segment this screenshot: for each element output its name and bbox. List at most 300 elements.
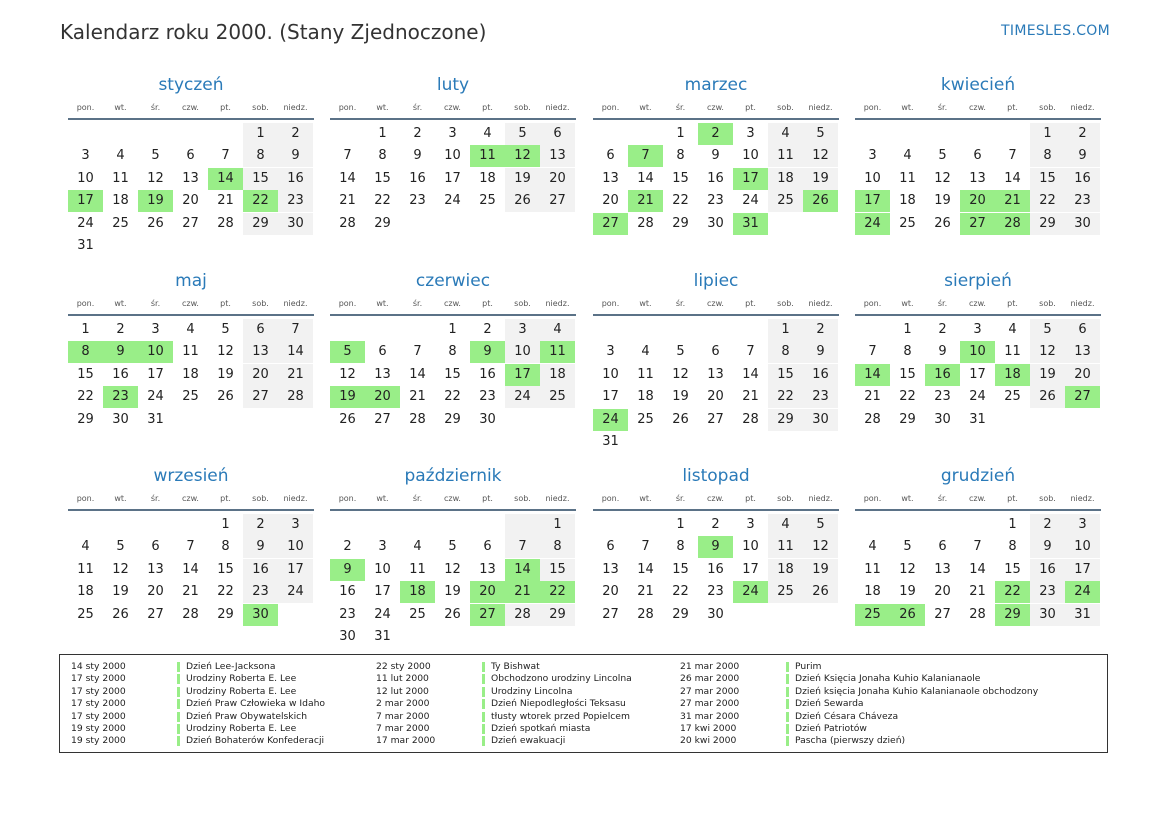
weekday-label: pon.	[76, 103, 95, 112]
week-row	[855, 341, 1101, 363]
weekday-label: czw.	[444, 103, 461, 112]
weekday-label: pt.	[745, 299, 756, 308]
day-cell: 10	[742, 539, 759, 555]
week-row	[68, 319, 314, 341]
day-cell: 6	[540, 123, 575, 145]
day-cell: 25	[899, 215, 916, 231]
day-cell: 15	[672, 561, 689, 577]
legend-item	[376, 735, 632, 747]
day-cell-empty	[278, 235, 313, 257]
weekday-label: sob.	[252, 494, 269, 503]
weekday-label: sob.	[514, 299, 531, 308]
weekday-label: śr.	[675, 299, 686, 308]
week-row	[855, 319, 1101, 341]
day-cell: 18	[864, 584, 881, 600]
day-cell: 16	[707, 561, 724, 577]
day-cell: 7	[505, 536, 540, 558]
week-row	[330, 145, 576, 167]
day-cell: 1	[243, 123, 278, 145]
day-cell: 13	[602, 170, 619, 186]
week-row	[330, 190, 576, 212]
day-cell: 16	[278, 168, 313, 190]
day-cell: 20	[602, 193, 619, 209]
day-cell: 18	[479, 170, 496, 186]
weekday-header	[330, 297, 576, 316]
week-row	[593, 536, 839, 558]
day-cell-empty	[803, 213, 838, 235]
month-10	[330, 465, 576, 648]
weekday-label: niedz.	[808, 494, 833, 503]
day-cell: 18	[768, 559, 803, 581]
day-cell: 12	[444, 561, 461, 577]
month-9	[68, 465, 314, 626]
holiday-name: Dzień ewakuacji	[491, 735, 566, 747]
day-cell: 9	[413, 148, 422, 164]
day-cell: 24	[733, 581, 768, 603]
day-cell: 1	[221, 517, 230, 532]
day-cell-empty	[540, 213, 575, 235]
day-cell: 13	[602, 561, 619, 577]
week-row	[593, 123, 839, 145]
day-cell: 16	[803, 364, 838, 386]
holiday-date: 21 mar 2000	[680, 661, 740, 672]
month-7	[593, 270, 839, 453]
week-row	[330, 536, 576, 558]
day-cell: 21	[628, 190, 663, 212]
holiday-name: Dzień Praw Obywatelskich	[186, 710, 308, 722]
day-cell: 20	[470, 581, 505, 603]
day-cell: 11	[768, 536, 803, 558]
day-cell: 10	[138, 341, 173, 363]
day-cell-empty	[540, 626, 575, 648]
holiday-date: 22 sty 2000	[376, 661, 431, 672]
week-row	[330, 604, 576, 626]
day-cell: 25	[1004, 389, 1021, 405]
day-cell: 18	[637, 389, 654, 405]
day-cell: 15	[374, 170, 391, 186]
weekday-label: pon.	[863, 103, 882, 112]
week-row	[855, 559, 1101, 581]
day-cell: 30	[934, 411, 951, 427]
day-cell: 19	[217, 366, 234, 382]
day-cell: 7	[186, 539, 195, 555]
week-row	[593, 213, 839, 235]
holiday-marker	[177, 687, 180, 697]
week-row	[593, 409, 839, 431]
day-cell-empty	[173, 514, 208, 536]
day-cell: 28	[742, 411, 759, 427]
holiday-marker	[482, 736, 485, 746]
day-cell: 30	[339, 628, 356, 644]
day-cell-empty	[138, 123, 173, 145]
day-cell: 8	[540, 536, 575, 558]
day-cell-empty	[435, 626, 470, 648]
day-cell: 13	[243, 341, 278, 363]
day-cell-empty	[173, 409, 208, 431]
day-cell: 14	[505, 559, 540, 581]
weekday-header	[593, 492, 839, 511]
day-cell: 24	[77, 215, 94, 231]
day-cell: 2	[1030, 514, 1065, 536]
holiday-date: 19 sty 2000	[71, 735, 126, 747]
holiday-marker	[482, 724, 485, 734]
day-cell-empty	[768, 431, 803, 453]
day-cell-empty	[733, 604, 768, 626]
day-cell: 17	[374, 584, 391, 600]
day-cell-empty	[243, 235, 278, 257]
day-cell: 12	[505, 145, 540, 167]
day-cell-empty	[435, 213, 470, 235]
weekday-label: pon.	[601, 103, 620, 112]
day-cell: 25	[409, 606, 426, 622]
day-cell: 9	[1030, 536, 1065, 558]
day-cell: 31	[969, 411, 986, 427]
day-cell: 18	[400, 581, 435, 603]
day-cell-empty	[138, 235, 173, 257]
weekday-label: wt.	[901, 103, 914, 112]
day-cell: 5	[1030, 319, 1065, 341]
weekday-label: niedz.	[545, 103, 570, 112]
day-cell: 20	[365, 386, 400, 408]
weekday-label: sob.	[777, 494, 794, 503]
day-cell: 14	[969, 561, 986, 577]
day-cell: 9	[103, 341, 138, 363]
day-cell-empty	[698, 319, 733, 341]
day-cell: 11	[540, 341, 575, 363]
brand-link[interactable]: TIMESLES.COM	[1001, 23, 1110, 39]
holiday-name: Dzień Bohaterów Konfederacji	[186, 735, 325, 747]
month-name: luty	[436, 75, 470, 95]
day-cell: 17	[733, 168, 768, 190]
holiday-name: tłusty wtorek przed Popielcem	[491, 710, 630, 722]
day-cell: 5	[151, 148, 160, 164]
weekday-label: czw.	[969, 494, 986, 503]
day-cell: 31	[602, 433, 619, 449]
day-cell: 27	[147, 606, 164, 622]
day-cell-empty	[365, 514, 400, 536]
day-cell: 17	[1065, 559, 1100, 581]
weekday-label: sob.	[777, 103, 794, 112]
day-cell-empty	[400, 319, 435, 341]
week-row	[593, 145, 839, 167]
day-cell: 16	[479, 366, 496, 382]
week-row	[68, 364, 314, 386]
week-row	[68, 123, 314, 145]
day-cell: 8	[676, 539, 685, 555]
legend-item	[71, 735, 325, 747]
week-row	[68, 409, 314, 431]
day-cell: 10	[602, 366, 619, 382]
day-cell: 1	[1008, 517, 1017, 532]
month-11	[593, 465, 839, 626]
day-cell: 27	[602, 606, 619, 622]
legend-item	[680, 661, 1038, 673]
holiday-marker	[786, 712, 789, 722]
week-row	[68, 386, 314, 408]
day-cell: 8	[243, 145, 278, 167]
month-name: czerwiec	[415, 271, 491, 291]
day-cell: 26	[339, 411, 356, 427]
day-cell: 26	[934, 215, 951, 231]
weekday-header	[593, 297, 839, 316]
day-cell: 8	[221, 539, 230, 555]
day-cell: 23	[339, 606, 356, 622]
day-cell: 19	[505, 168, 540, 190]
week-row	[593, 514, 839, 536]
holiday-marker	[786, 724, 789, 734]
month-name: wrzesień	[153, 466, 229, 486]
day-cell: 15	[672, 170, 689, 186]
day-cell: 24	[278, 581, 313, 603]
legend-item	[680, 711, 1038, 723]
day-cell: 6	[1065, 319, 1100, 341]
weekday-label: czw.	[444, 299, 461, 308]
week-row	[855, 604, 1101, 626]
day-cell: 22	[374, 193, 391, 209]
weekday-label: niedz.	[808, 103, 833, 112]
week-row	[855, 213, 1101, 235]
week-row	[68, 145, 314, 167]
day-cell: 31	[147, 411, 164, 427]
day-cell: 7	[278, 319, 313, 341]
day-cell: 13	[934, 561, 951, 577]
holiday-name: Urodziny Lincolna	[491, 685, 573, 697]
holiday-name: Dzień Patriotów	[795, 722, 867, 734]
weekday-header	[68, 297, 314, 316]
holiday-date: 17 sty 2000	[71, 673, 126, 685]
day-cell-empty	[505, 626, 540, 648]
day-cell: 22	[540, 581, 575, 603]
legend-item	[71, 711, 325, 723]
weekday-label: niedz.	[808, 299, 833, 308]
day-cell: 4	[641, 344, 650, 360]
day-cell-empty	[890, 123, 925, 145]
day-cell: 6	[151, 539, 160, 555]
day-cell: 15	[217, 561, 234, 577]
day-cell: 22	[672, 584, 689, 600]
month-8	[855, 270, 1101, 431]
day-cell: 5	[116, 539, 125, 555]
weekday-label: pt.	[745, 103, 756, 112]
day-cell-empty	[540, 409, 575, 431]
day-cell-empty	[138, 514, 173, 536]
holiday-marker	[482, 674, 485, 684]
day-cell: 8	[676, 148, 685, 164]
weekday-label: sob.	[1039, 103, 1056, 112]
day-cell-empty	[628, 123, 663, 145]
month-4	[855, 74, 1101, 235]
week-row	[330, 386, 576, 408]
day-cell: 1	[768, 319, 803, 341]
weekday-label: pt.	[220, 494, 231, 503]
weekday-label: wt.	[901, 299, 914, 308]
week-row	[68, 581, 314, 603]
day-cell: 27	[243, 386, 278, 408]
day-cell: 16	[1030, 559, 1065, 581]
week-row	[593, 604, 839, 626]
holiday-marker	[786, 736, 789, 746]
week-row	[330, 559, 576, 581]
day-cell-empty	[470, 626, 505, 648]
day-cell-empty	[995, 123, 1030, 145]
day-cell: 17	[742, 561, 759, 577]
day-cell-empty	[173, 235, 208, 257]
week-row	[330, 364, 576, 386]
weekday-label: czw.	[707, 299, 724, 308]
day-cell: 26	[217, 389, 234, 405]
day-cell: 10	[505, 341, 540, 363]
day-cell: 30	[243, 604, 278, 626]
day-cell: 3	[378, 539, 387, 555]
day-cell: 29	[672, 215, 689, 231]
weekday-label: wt.	[901, 494, 914, 503]
day-cell: 12	[112, 561, 129, 577]
weekday-label: pt.	[1007, 299, 1018, 308]
day-cell: 23	[278, 190, 313, 212]
month-12	[855, 465, 1101, 626]
day-cell-empty	[855, 319, 890, 341]
month-3	[593, 74, 839, 235]
day-cell: 5	[903, 539, 912, 555]
day-cell: 2	[711, 517, 720, 532]
day-cell: 28	[182, 606, 199, 622]
week-row	[330, 514, 576, 536]
holiday-name: Pascha (pierwszy dzień)	[795, 735, 906, 747]
weekday-label: sob.	[1039, 299, 1056, 308]
day-cell: 6	[711, 344, 720, 360]
legend-item	[71, 723, 325, 735]
holiday-date: 7 mar 2000	[376, 710, 430, 722]
weekday-header	[330, 492, 576, 511]
day-cell: 16	[925, 364, 960, 386]
day-cell: 11	[182, 344, 199, 360]
day-cell: 23	[1065, 190, 1100, 212]
weekday-label: pt.	[220, 299, 231, 308]
weekday-label: pon.	[863, 299, 882, 308]
week-row	[330, 626, 576, 648]
weekday-label: śr.	[937, 494, 948, 503]
day-cell-empty	[628, 431, 663, 453]
day-cell: 16	[339, 584, 356, 600]
weekday-label: wt.	[639, 494, 652, 503]
week-row	[855, 514, 1101, 536]
day-cell: 20	[243, 364, 278, 386]
day-cell: 30	[1030, 604, 1065, 626]
day-cell: 25	[855, 604, 890, 626]
day-cell: 13	[1065, 341, 1100, 363]
day-cell: 13	[182, 170, 199, 186]
day-cell-empty	[768, 213, 803, 235]
day-cell: 17	[855, 190, 890, 212]
weekday-label: niedz.	[545, 299, 570, 308]
day-cell-empty	[400, 514, 435, 536]
day-cell: 30	[112, 411, 129, 427]
day-cell: 22	[1030, 190, 1065, 212]
day-cell: 11	[77, 561, 94, 577]
day-cell: 22	[77, 389, 94, 405]
day-cell: 22	[768, 386, 803, 408]
day-cell-empty	[628, 319, 663, 341]
week-row	[855, 123, 1101, 145]
weekday-label: czw.	[182, 494, 199, 503]
month-name: grudzień	[940, 466, 1016, 486]
day-cell: 14	[855, 364, 890, 386]
day-cell: 9	[330, 559, 365, 581]
legend-column	[680, 661, 1038, 748]
weekday-label: pon.	[601, 299, 620, 308]
day-cell: 6	[973, 148, 982, 164]
day-cell: 6	[606, 539, 615, 555]
day-cell: 24	[742, 193, 759, 209]
day-cell: 16	[112, 366, 129, 382]
holiday-date: 26 mar 2000	[680, 673, 740, 685]
day-cell: 28	[339, 215, 356, 231]
day-cell: 13	[540, 145, 575, 167]
day-cell-empty	[593, 514, 628, 536]
month-name: lipiec	[693, 271, 739, 291]
day-cell: 26	[112, 606, 129, 622]
day-cell: 12	[672, 366, 689, 382]
day-cell: 4	[768, 514, 803, 536]
weekday-label: wt.	[376, 103, 389, 112]
day-cell-empty	[470, 213, 505, 235]
legend-item	[376, 711, 632, 723]
day-cell: 7	[746, 344, 755, 360]
day-cell: 23	[934, 389, 951, 405]
day-cell: 22	[217, 584, 234, 600]
day-cell: 2	[116, 322, 125, 337]
day-cell: 17	[278, 559, 313, 581]
day-cell: 30	[1065, 213, 1100, 235]
day-cell-empty	[330, 123, 365, 145]
day-cell: 8	[1008, 539, 1017, 555]
day-cell: 5	[803, 123, 838, 145]
day-cell: 25	[540, 386, 575, 408]
legend-column	[376, 661, 632, 748]
day-cell-empty	[960, 123, 995, 145]
holiday-marker	[482, 699, 485, 709]
month-name: styczeń	[158, 75, 224, 95]
day-cell: 29	[444, 411, 461, 427]
day-cell: 2	[343, 539, 352, 555]
day-cell: 5	[448, 539, 457, 555]
day-cell: 17	[505, 364, 540, 386]
day-cell: 11	[899, 170, 916, 186]
day-cell: 4	[186, 322, 195, 337]
legend-column	[71, 661, 325, 748]
week-row	[855, 145, 1101, 167]
weekday-label: pon.	[338, 494, 357, 503]
day-cell: 28	[969, 606, 986, 622]
weekday-label: sob.	[514, 494, 531, 503]
day-cell: 10	[444, 148, 461, 164]
day-cell: 6	[483, 539, 492, 555]
day-cell: 19	[112, 584, 129, 600]
day-cell-empty	[593, 319, 628, 341]
month-6	[330, 270, 576, 431]
day-cell: 18	[77, 584, 94, 600]
day-cell: 14	[409, 366, 426, 382]
day-cell: 3	[151, 322, 160, 337]
day-cell-empty	[890, 514, 925, 536]
day-cell: 7	[343, 148, 352, 164]
day-cell: 3	[505, 319, 540, 341]
day-cell: 20	[934, 584, 951, 600]
day-cell: 15	[540, 559, 575, 581]
day-cell: 23	[243, 581, 278, 603]
day-cell: 30	[803, 409, 838, 431]
day-cell-empty	[68, 123, 103, 145]
